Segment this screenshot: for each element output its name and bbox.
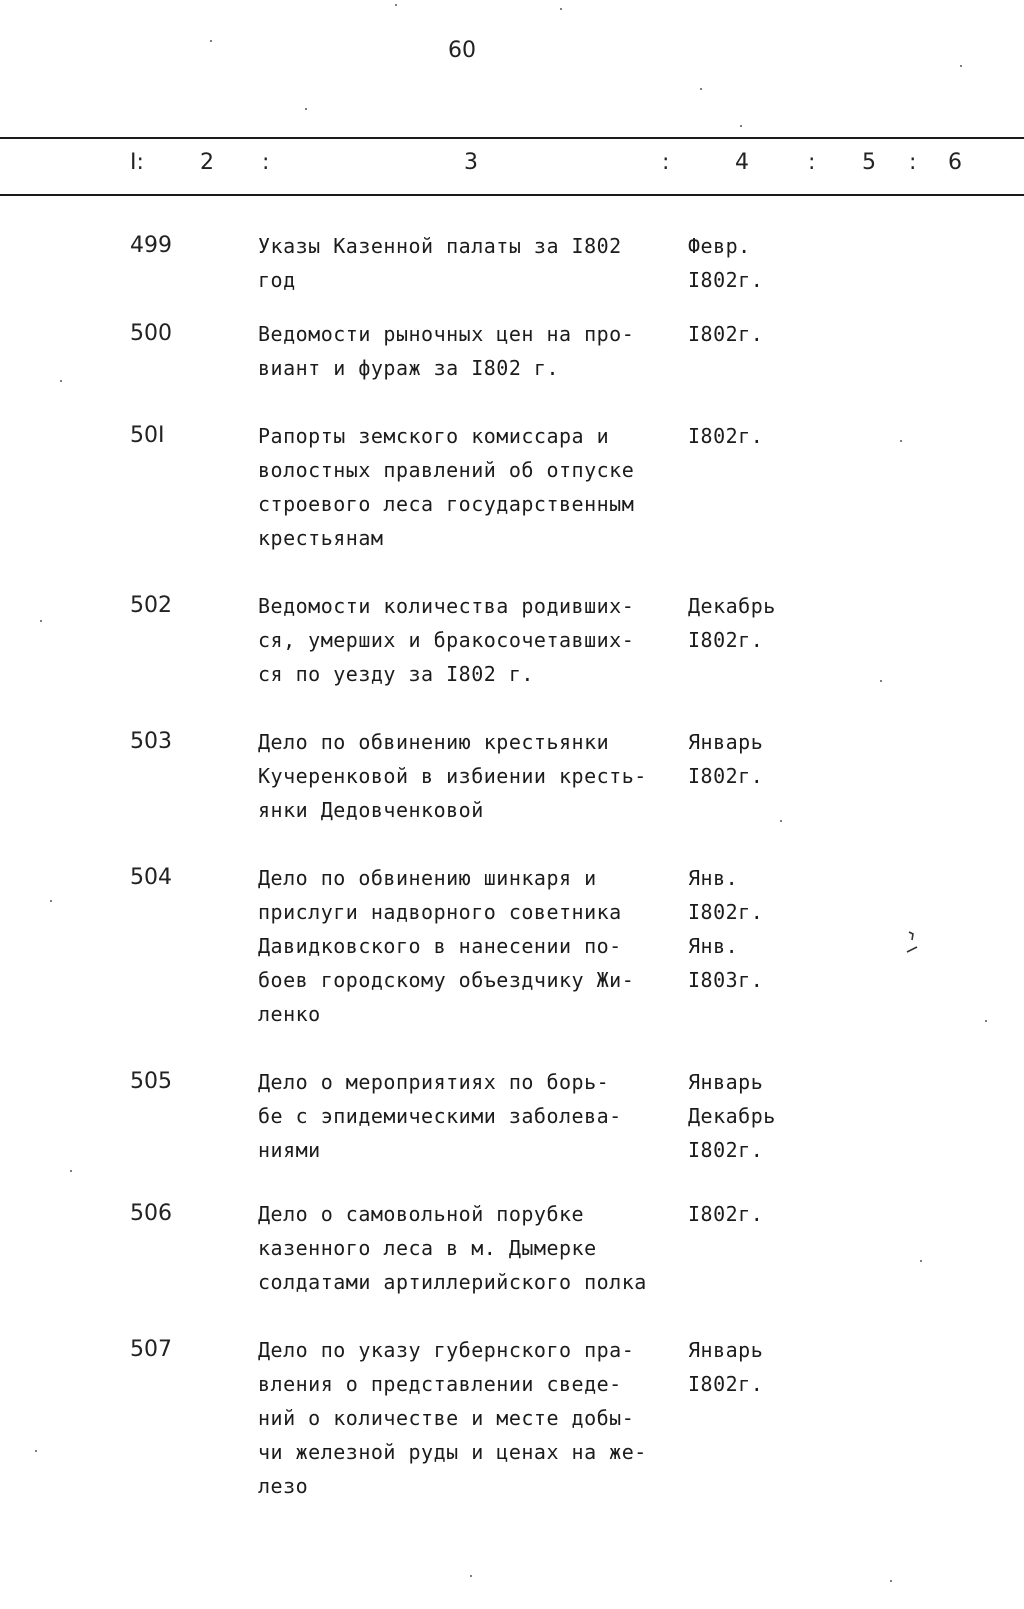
description-line: Давидковского в нанесении по-: [258, 934, 622, 958]
description-line: лезо: [258, 1474, 309, 1498]
date-line: I802г.: [688, 1372, 764, 1396]
description-line: Указы Казенной палаты за I802: [258, 234, 622, 258]
description-line: Ведомости количества родивших-: [258, 594, 635, 618]
entry-number: 506: [130, 1201, 172, 1226]
entry-date: [688, 317, 818, 351]
description-line: Дело о мероприятиях по борь-: [258, 1070, 610, 1094]
description-line: Дело по указу губернского пра-: [258, 1338, 635, 1362]
column-header-5: 5: [862, 150, 876, 175]
pen-mark-icon: [905, 928, 923, 958]
entry-description: [258, 317, 688, 385]
entry-date: [688, 419, 818, 453]
entry-description: [258, 419, 688, 555]
entry-number: 502: [130, 593, 172, 618]
entry-date: [688, 861, 818, 997]
description-line: Кучеренковой в избиении кресть-: [258, 764, 647, 788]
date-line: I802г.: [688, 764, 764, 788]
column-header-2: 2: [200, 150, 214, 175]
date-line: Янв.: [688, 934, 739, 958]
entry-date: [688, 725, 818, 793]
column-header-row: [0, 150, 1024, 182]
entry-number: 504: [130, 865, 172, 890]
header-top-rule: [0, 137, 1024, 139]
column-separator: :: [262, 150, 270, 175]
column-header-3: 3: [464, 150, 478, 175]
entry-date: [688, 589, 818, 657]
date-line: Январь: [688, 730, 764, 754]
date-line: I802г.: [688, 628, 764, 652]
entry-number: 503: [130, 729, 172, 754]
column-separator: :: [662, 150, 670, 175]
entry-description: [258, 1197, 688, 1299]
description-line: Рапорты земского комиссара и: [258, 424, 610, 448]
description-line: Ведомости рыночных цен на про-: [258, 322, 635, 346]
entry-number: 50I: [130, 423, 165, 448]
description-line: бе с эпидемическими заболева-: [258, 1104, 622, 1128]
entry-description: [258, 861, 688, 1031]
description-line: чи железной руды и ценах на же-: [258, 1440, 647, 1464]
date-line: Январь: [688, 1070, 764, 1094]
date-line: Декабрь: [688, 594, 776, 618]
description-line: вления о представлении сведе-: [258, 1372, 622, 1396]
date-line: I802г.: [688, 268, 764, 292]
entry-description: [258, 1065, 688, 1167]
description-line: год: [258, 268, 296, 292]
date-line: Декабрь: [688, 1104, 776, 1128]
date-line: I802г.: [688, 900, 764, 924]
description-line: ний о количестве и месте добы-: [258, 1406, 635, 1430]
description-line: Дело по обвинению шинкаря и: [258, 866, 597, 890]
description-line: янки Дедовченковой: [258, 798, 484, 822]
description-line: ся, умерших и бракосочетавших-: [258, 628, 635, 652]
entry-number: 499: [130, 233, 172, 258]
description-line: Дело по обвинению крестьянки: [258, 730, 610, 754]
date-line: I802г.: [688, 424, 764, 448]
description-line: боев городскому объездчику Жи-: [258, 968, 635, 992]
date-line: Февр.: [688, 234, 751, 258]
column-header-1: I:: [130, 150, 144, 175]
entry-number: 505: [130, 1069, 172, 1094]
entry-number: 500: [130, 321, 172, 346]
description-line: ленко: [258, 1002, 321, 1026]
description-line: ся по уезду за I802 г.: [258, 662, 534, 686]
description-line: ниями: [258, 1138, 321, 1162]
description-line: крестьянам: [258, 526, 384, 550]
description-line: строевого леса государственным: [258, 492, 635, 516]
header-bottom-rule: [0, 194, 1024, 196]
description-line: волостных правлений об отпуске: [258, 458, 635, 482]
entry-date: [688, 1333, 818, 1401]
page-number: 60: [448, 38, 476, 63]
column-header-4: 4: [735, 150, 749, 175]
column-separator: :: [909, 150, 917, 175]
entry-description: [258, 725, 688, 827]
entry-description: [258, 229, 688, 297]
entry-description: [258, 589, 688, 691]
date-line: I803г.: [688, 968, 764, 992]
description-line: казенного леса в м. Дымерке: [258, 1236, 597, 1260]
description-line: прислуги надворного советника: [258, 900, 622, 924]
date-line: I802г.: [688, 1138, 764, 1162]
entry-description: [258, 1333, 688, 1503]
entry-date: [688, 1197, 818, 1231]
date-line: I802г.: [688, 322, 764, 346]
entry-date: [688, 229, 818, 297]
entry-date: [688, 1065, 818, 1167]
description-line: Дело о самовольной порубке: [258, 1202, 585, 1226]
date-line: I802г.: [688, 1202, 764, 1226]
description-line: виант и фураж за I802 г.: [258, 356, 559, 380]
date-line: Янв.: [688, 866, 739, 890]
column-header-6: 6: [948, 150, 962, 175]
entry-number: 507: [130, 1337, 172, 1362]
description-line: солдатами артиллерийского полка: [258, 1270, 647, 1294]
date-line: Январь: [688, 1338, 764, 1362]
column-separator: :: [808, 150, 816, 175]
